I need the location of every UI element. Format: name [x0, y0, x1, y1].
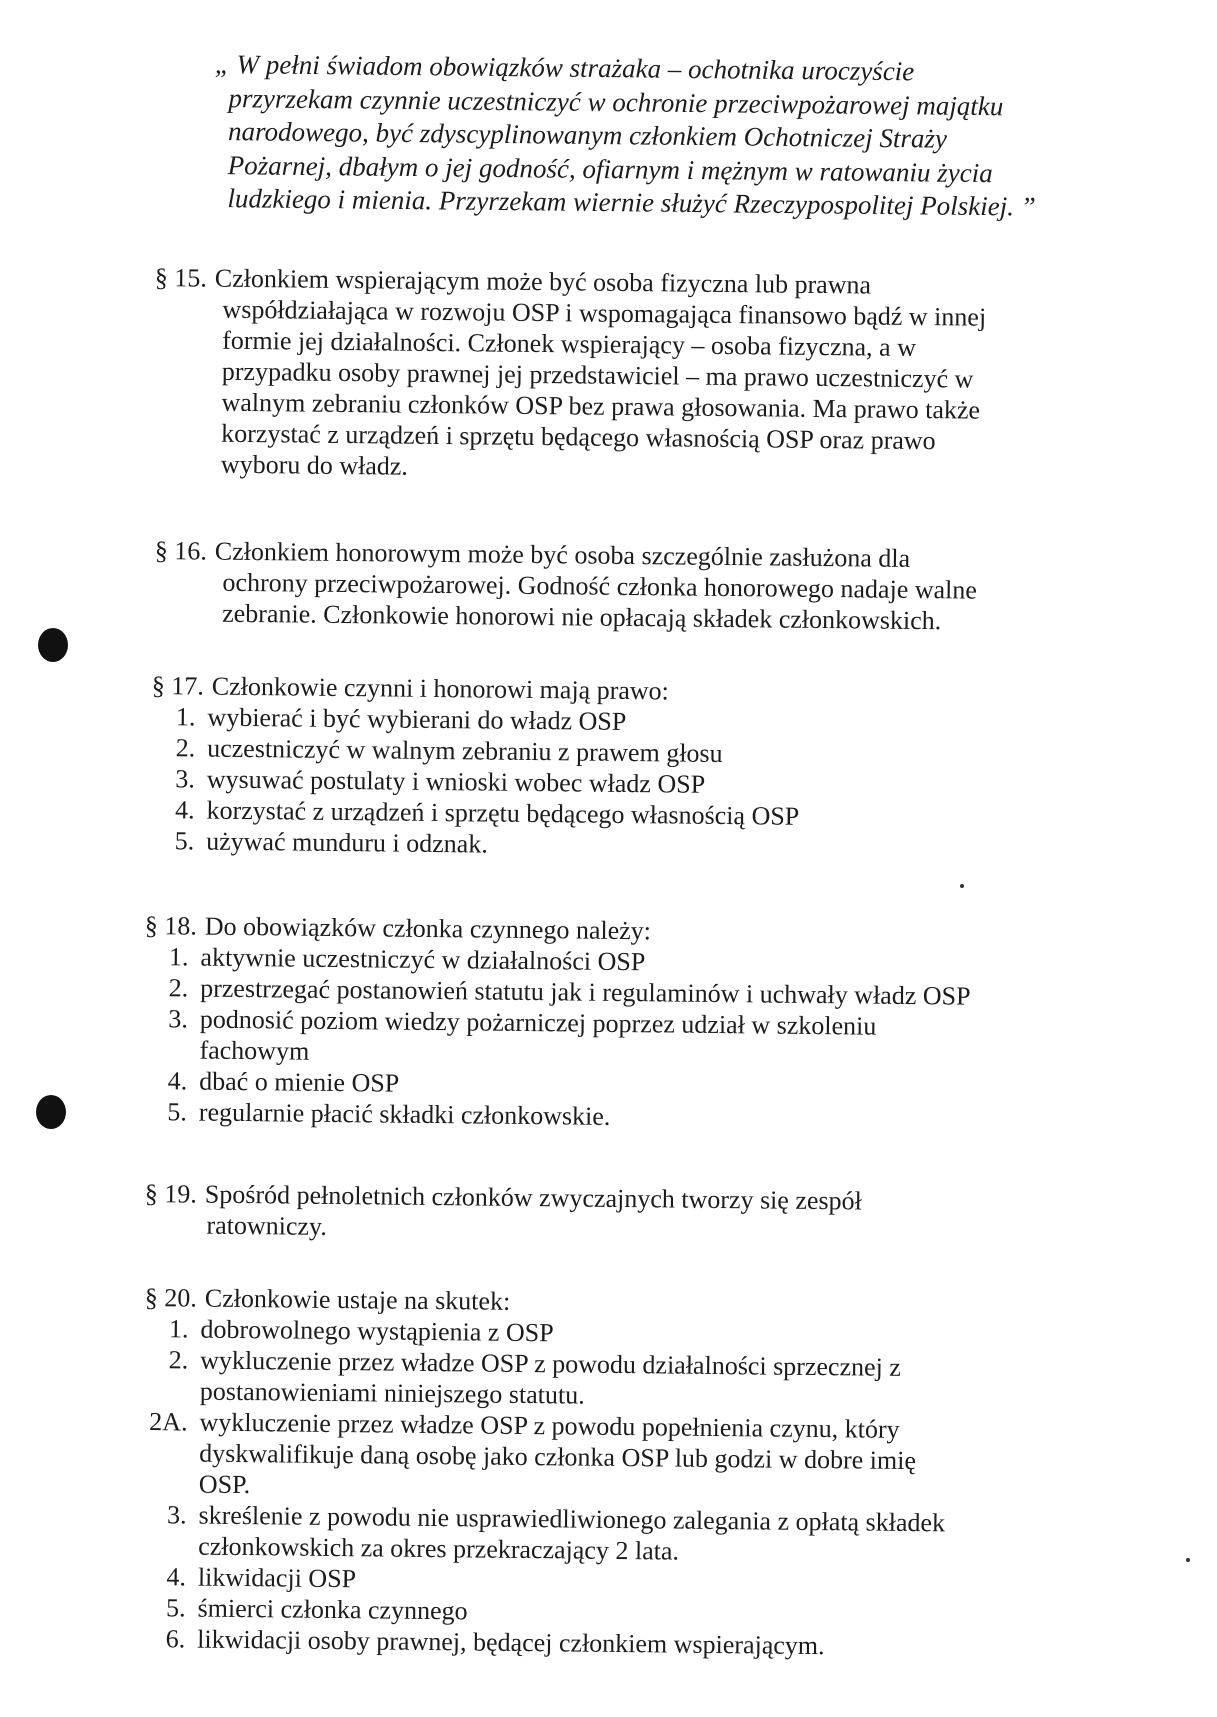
item-text: używać munduru i odznak.	[206, 826, 488, 859]
list-item	[143, 1003, 970, 1074]
item-text: regularnie płacić składki członkowskie.	[198, 1097, 611, 1131]
section-text: ratowniczy.	[206, 1210, 327, 1241]
section-17	[150, 670, 801, 863]
section-15	[153, 262, 987, 488]
item-number: 3.	[175, 764, 196, 794]
section-intro: Do obowiązków członka czynnego należy:	[204, 911, 652, 946]
section-number: § 18.	[144, 910, 197, 941]
item-text: likwidacji osoby prawnej, będącej członkiem wspierającym.	[197, 1624, 825, 1661]
item-text: postanowieniami niniejszego statutu.	[199, 1376, 585, 1410]
item-text: likwidacji OSP	[197, 1562, 357, 1594]
section-intro: Członkowie ustaje na skutek:	[204, 1283, 511, 1316]
list-item	[144, 1344, 947, 1414]
item-number: 4.	[174, 795, 195, 825]
section-number: § 16.	[154, 535, 207, 566]
item-text: podnosić poziom wiedzy pożarniczej poprzez udział w szkoleniu	[199, 1004, 877, 1041]
item-number: 4.	[166, 1562, 187, 1592]
section-text: wyboru do władz.	[220, 449, 409, 481]
item-number: 2.	[168, 973, 189, 1003]
section-number: § 15.	[154, 262, 207, 293]
item-text: przestrzegać postanowień statutu jak i regulaminów i uchwały władz OSP	[200, 973, 971, 1011]
section-text: formie jej działalności. Członek wspierający – osoba fizyczna, a w	[222, 325, 917, 362]
item-text: wybierać i być wybierani do władz OSP	[207, 702, 627, 736]
oath-text	[213, 48, 1135, 225]
scan-speck	[960, 884, 964, 888]
item-text: wysuwać postulaty i wnioski wobec władz OSP	[206, 764, 706, 799]
section-text: zebranie. Członkowie honorowi nie opłacają składek członkowskich.	[222, 598, 942, 636]
oath-line: ludzkiego i mienia. Przyrzekam wiernie służyć Rzeczypospolitej Polskiej. ”	[227, 183, 1036, 222]
item-text: członkowskich za okres przekraczający 2 lata.	[198, 1531, 680, 1566]
item-number: 3.	[166, 1500, 187, 1530]
item-text: aktywnie uczestniczyć w działalności OSP	[200, 942, 646, 977]
item-number: 1.	[168, 942, 189, 972]
section-text: współdziałająca w rozwoju OSP i wspomagająca finansowo bądź w innej	[222, 294, 987, 332]
item-number: 6.	[165, 1624, 186, 1654]
item-text: fachowym	[199, 1035, 310, 1066]
section-text: ochrony przeciwpożarowej. Godność członka honorowego nadaje walne	[222, 567, 978, 605]
item-number: 3.	[168, 1004, 189, 1034]
oath-line: narodowego, być zdyscyplinowanym członkiem Ochotniczej Straży	[227, 116, 948, 154]
punch-hole-bottom	[36, 1095, 66, 1129]
section-16	[154, 535, 977, 637]
section-number: § 19.	[144, 1179, 197, 1209]
section-text: Członkiem honorowym może być osoba szczególnie zasłużona dla	[214, 536, 911, 573]
section-number: § 20.	[144, 1283, 197, 1313]
item-text: śmierci członka czynnego	[197, 1593, 468, 1626]
item-text: OSP.	[198, 1469, 251, 1500]
item-text: skreślenie z powodu nie usprawiedliwionego zalegania z opłatą składek	[198, 1500, 946, 1538]
item-number: 5.	[167, 1097, 188, 1127]
item-number: 2.	[168, 1345, 189, 1375]
section-text: walnym zebraniu członków OSP bez prawa głosowania. Ma prawo także	[221, 387, 981, 425]
item-number: 2.	[175, 733, 196, 763]
item-text: wykluczenie przez władze OSP z powodu działalności sprzecznej z	[200, 1345, 902, 1382]
scan-speck	[1186, 1558, 1190, 1562]
section-18	[143, 910, 972, 1136]
item-text: korzystać z urządzeń i sprzętu będącego własnością OSP	[206, 795, 800, 831]
item-number: 5.	[174, 826, 195, 856]
section-20	[141, 1282, 947, 1662]
list-item	[143, 1406, 946, 1507]
oath-line: Pożarnej, dbałym o jej godność, ofiarnym i mężnym w ratowaniu życia	[227, 149, 993, 188]
punch-hole-top	[38, 628, 68, 662]
section-text: Członkiem wspierającym może być osoba fizyczna lub prawna	[214, 263, 872, 300]
section-text: korzystać z urządzeń i sprzętu będącego własnością OSP oraz prawo	[221, 418, 936, 456]
item-text: uczestniczyć w walnym zebraniu z prawem głosu	[207, 733, 723, 768]
item-number: 5.	[165, 1593, 186, 1623]
oath-line: „ W pełni świadom obowiązków strażaka – ochotnika uroczyście	[214, 48, 915, 87]
item-text: dyskwalifikuje daną osobę jako członka OSP lub godzi w dobre imię	[199, 1438, 917, 1476]
section-text: przypadku osoby prawnej jej przedstawiciel – ma prawo uczestniczyć w	[221, 356, 974, 394]
section-text: Spośród pełnoletnich członków zwyczajnych tworzy się zespół	[204, 1179, 862, 1216]
item-number: 1.	[168, 1314, 189, 1344]
list-item	[142, 1499, 945, 1569]
item-number: 1.	[175, 702, 196, 732]
item-text: wykluczenie przez władze OSP z powodu popełnienia czynu, który	[199, 1407, 900, 1444]
item-number: 2A.	[149, 1407, 188, 1437]
section-number: § 17.	[151, 670, 204, 701]
oath-line: przyrzekam czynnie uczestniczyć w ochronie przeciwpożarowej majątku	[228, 82, 1004, 121]
item-text: dobrowolnego wystąpienia z OSP	[200, 1314, 554, 1348]
item-text: dbać o mienie OSP	[199, 1066, 400, 1098]
section-19	[144, 1178, 862, 1248]
item-number: 4.	[167, 1066, 188, 1096]
section-intro: Członkowie czynni i honorowi mają prawo:	[211, 671, 670, 706]
